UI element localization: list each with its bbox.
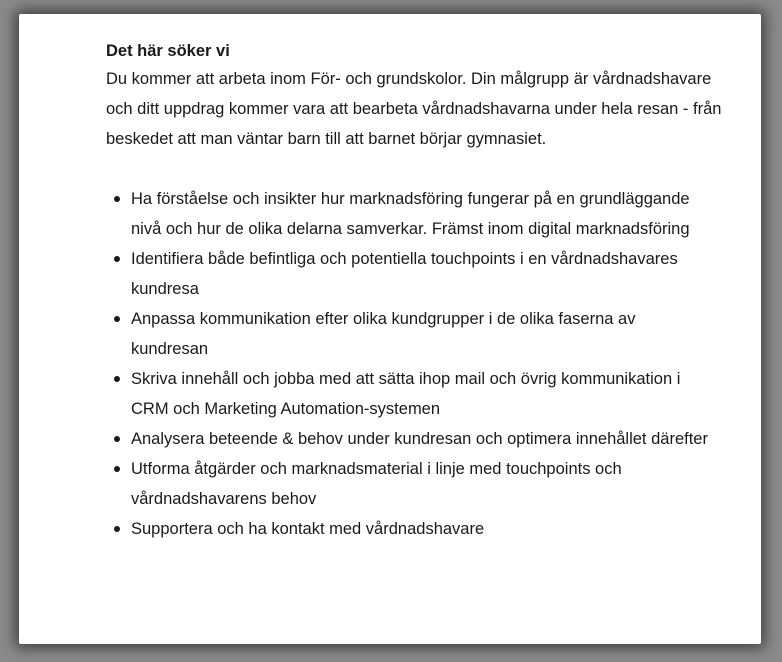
bullet-icon [114, 256, 120, 262]
list-item [106, 424, 711, 454]
list-item-text: Skriva innehåll och jobba med att sätta ihop mail och övrig kommunikation i CRM och Marketing Automation-systemen [131, 370, 681, 418]
list-item [106, 364, 711, 424]
bullet-icon [114, 316, 120, 322]
list-item [106, 184, 711, 244]
bullet-icon [114, 466, 120, 472]
duties-list [106, 184, 726, 544]
list-item [106, 244, 711, 304]
bullet-icon [114, 376, 120, 382]
list-item-text: Analysera beteende & behov under kundresan och optimera innehållet därefter [131, 430, 708, 448]
list-item-text: Supportera och ha kontakt med vårdnadshavare [131, 520, 485, 538]
list-item [106, 514, 711, 544]
list-item [106, 454, 711, 514]
section-intro: Du kommer att arbeta inom För- och grundskolor. Din målgrupp är vårdnadshavare och ditt uppdrag kommer vara att bearbeta vårdnadshavarna under hela resan - från beskedet att man väntar barn till att barnet börjar gymnasiet. [106, 70, 722, 148]
list-item-text: Identifiera både befintliga och potentiella touchpoints i en vårdnadshavares kundresa [131, 250, 678, 298]
list-item [106, 304, 711, 364]
section-heading: Det här söker vi [106, 42, 230, 60]
bullet-icon [114, 436, 120, 442]
bullet-icon [114, 526, 120, 532]
job-description-card [19, 14, 761, 644]
list-item-text: Ha förståelse och insikter hur marknadsföring fungerar på en grundläggande nivå och hur de olika delarna samverkar. Främst inom digital marknadsföring [131, 190, 690, 238]
bullet-icon [114, 196, 120, 202]
list-item-text: Anpassa kommunikation efter olika kundgrupper i de olika faserna av kundresan [131, 310, 636, 358]
list-item-text: Utforma åtgärder och marknadsmaterial i linje med touchpoints och vårdnadshavarens behov [131, 460, 622, 508]
job-description-content [106, 38, 726, 544]
